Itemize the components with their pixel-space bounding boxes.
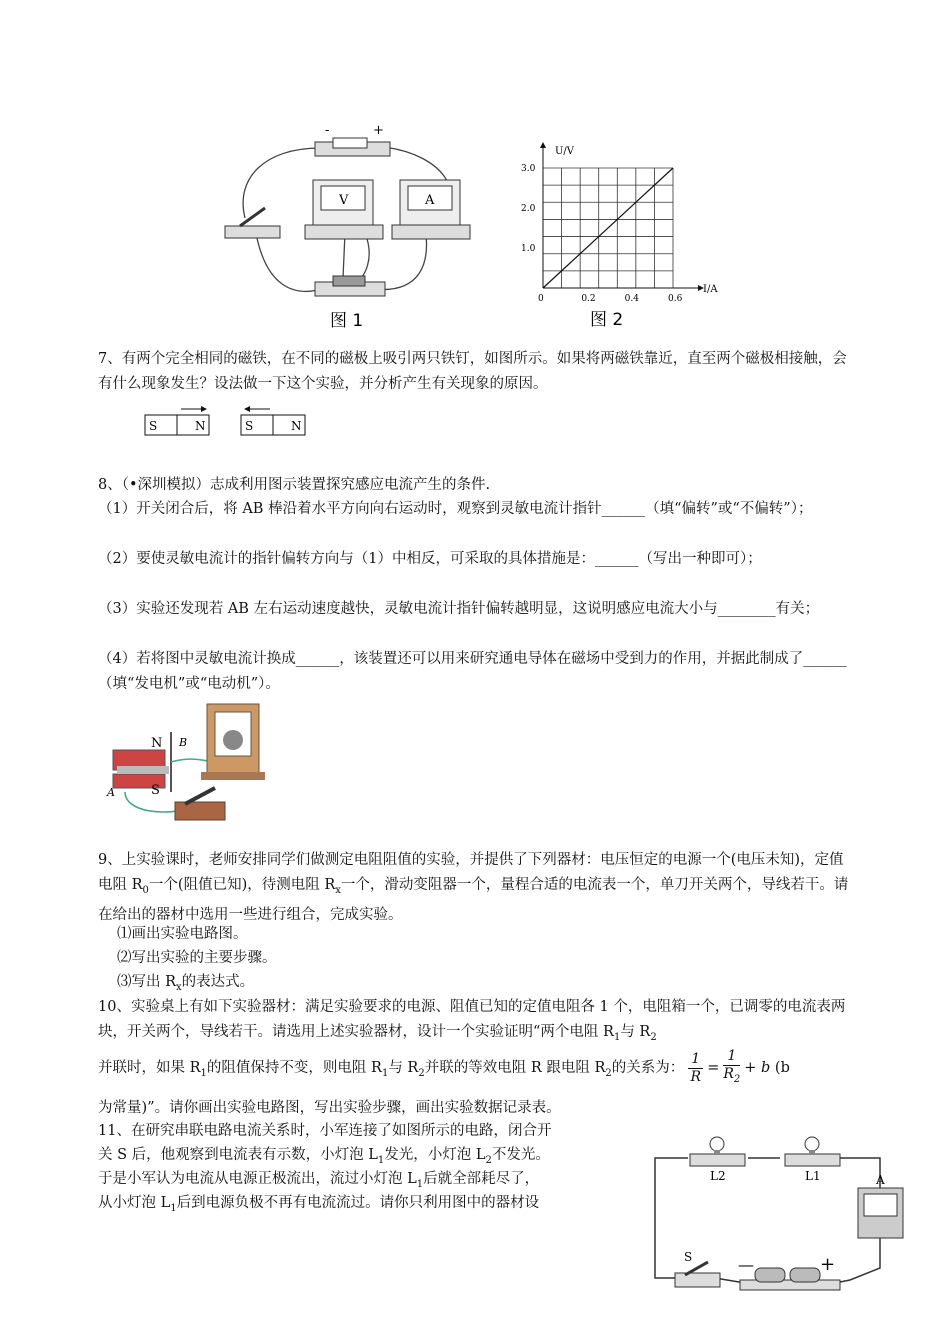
- q10-a: 10、实验桌上有如下实验器材：满足实验要求的电源、阻值已知的定值电阻各 1 个，电阻箱一个，已调零的电流表两块，开关两个，导线若干。请选用上述实验器材，设计一个实验证明“两个电阻 R: [98, 999, 846, 1040]
- q11-l2c: 不发光。: [491, 1147, 550, 1163]
- y-tick-label: 1.0: [521, 244, 536, 254]
- q11-l3b: 后就全部耗尽了，: [423, 1171, 540, 1187]
- x-axis-label: I/A: [703, 284, 718, 295]
- y-tick-label: 2.0: [521, 204, 536, 214]
- fig8-b-label: B: [179, 736, 188, 749]
- q10-e-sub: 2: [418, 1067, 425, 1079]
- q11-l2-sub2: 2: [485, 1154, 492, 1166]
- q10-h: (b: [774, 1060, 790, 1076]
- fig8-n-label: N: [151, 736, 163, 751]
- induction-apparatus-figure: [105, 702, 275, 830]
- q9-part-b: 一个(阻值已知)，待测电阻 R: [148, 876, 336, 893]
- fig11-minus: —: [738, 1255, 754, 1274]
- fig8-a-label: A: [107, 786, 115, 799]
- q11-l4a: 从小灯泡 L: [98, 1195, 171, 1211]
- series-line: [543, 168, 673, 288]
- question-9-step1: ⑴画出实验电路图。: [117, 926, 248, 942]
- question-10-formula-line: [98, 1046, 856, 1096]
- question-7-text: 7、有两个完全相同的磁铁，在不同的磁极上吸引两只铁钉，如图所示。如果将两磁铁靠近，直至两个磁极相接触，会有什么现象发生？设法做一下这个实验，并分析产生有关现象的原因。: [98, 351, 847, 392]
- x-tick-label: 0.4: [624, 294, 639, 304]
- q11-line1: 11、在研究串联电路电流关系时，小军连接了如图所示的电路，闭合开: [98, 1123, 552, 1139]
- formula-frac-2: [723, 1048, 740, 1088]
- q10-b: 与 R: [620, 1023, 651, 1040]
- magnet1-n: N: [195, 419, 206, 433]
- figure-2-caption: 图 2: [590, 310, 624, 330]
- fig11-l2-label: L2: [710, 1169, 726, 1183]
- question-10-line3: 为常量)”。请你画出实验电路图，写出实验步骤，画出实验数据记录表。: [98, 1100, 561, 1116]
- formula-eq: =: [707, 1060, 720, 1076]
- q10-c: 并联时，如果 R: [98, 1060, 201, 1076]
- q9-part-a: 9、上实验课时，老师安排同学们做测定电阻阻值的实验，并提供了下列器材：电压恒定的电源一个(电压未知)，定值电阻 R: [98, 852, 844, 893]
- fig11-l1-label: L1: [805, 1169, 821, 1183]
- frac2-den: [723, 1066, 740, 1088]
- q10-d-sub: 1: [381, 1067, 389, 1079]
- q11-l3a: 于是小军认为电流从电源正极流出，流过小灯泡 L: [98, 1171, 417, 1187]
- q9-sub-0: 0: [142, 884, 149, 896]
- question-10-text: [98, 995, 856, 1050]
- q10-sub1: 1: [613, 1031, 621, 1043]
- question-9-text: [98, 848, 856, 927]
- q10-g: 的关系为：: [611, 1060, 685, 1076]
- q10-c-sub: 1: [200, 1067, 207, 1079]
- figure-2-uv-chart: [515, 140, 735, 335]
- question-8-part2: （2）要使灵敏电流计的指针偏转方向与（1）中相反，可采取的具体措施是：______（写出一种即可）；: [98, 551, 762, 567]
- question-9-step2: ⑵写出实验的主要步骤。: [117, 950, 277, 966]
- x-tick-label: 0: [538, 294, 544, 304]
- q9-s3-b: 的表达式。: [181, 974, 255, 990]
- question-8-title: 8、（•深圳模拟）志成利用图示装置探究感应电流产生的条件.: [98, 477, 491, 493]
- series-circuit-figure: [640, 1128, 910, 1300]
- fig8-s-label: S: [151, 783, 160, 798]
- question-8-part3: （3）实验还发现若 AB 左右运动速度越快，灵敏电流计指针偏转越明显，这说明感应电流大小与________有关；: [98, 601, 820, 617]
- q10-f: 并联的等效电阻 R 跟电阻 R: [424, 1060, 606, 1076]
- frac2-den-r: R: [723, 1066, 734, 1083]
- magnet1-s: S: [149, 419, 158, 433]
- q11-l2a: 关 S 后，他观察到电流表有示数，小灯泡 L: [98, 1147, 378, 1163]
- x-tick-label: 0.6: [668, 294, 683, 304]
- q11-l2b: 发光，小灯泡 L: [384, 1147, 486, 1163]
- q9-s3-a: ⑶写出 R: [117, 974, 177, 990]
- q11-l4-sub: 1: [170, 1202, 177, 1214]
- q10-e: 与 R: [388, 1060, 419, 1076]
- ammeter-label: A: [425, 193, 435, 208]
- fig11-ammeter-label: A: [876, 1173, 885, 1187]
- question-8-part4: （4）若将图中灵敏电流计换成______，该装置还可以用来研究通电导体在磁场中受到力的作用，并据此制成了______（填“发电机”或“电动机”）。: [98, 651, 847, 692]
- y-axis-label: U/V: [555, 146, 575, 157]
- figure-1-circuit: [205, 118, 485, 333]
- formula-frac-1: [688, 1051, 703, 1086]
- magnet2-s: S: [245, 419, 254, 433]
- frac1-den: R: [690, 1068, 701, 1085]
- voltmeter-label: V: [339, 193, 349, 208]
- magnets-figure: [143, 402, 308, 438]
- q11-l3-sub: 1: [416, 1178, 424, 1190]
- fig1-plus-label: +: [373, 123, 384, 138]
- magnet2-n: N: [291, 419, 302, 433]
- question-8-part1: （1）开关闭合后，将 AB 棒沿着水平方向向右运动时，观察到灵敏电流计指针______（填“偏转”或“不偏转”）；: [98, 501, 813, 517]
- fig11-switch-label: S: [684, 1250, 693, 1264]
- frac1-num: 1: [688, 1051, 703, 1069]
- q11-l2-sub1: 1: [377, 1154, 385, 1166]
- fig1-minus-label: -: [325, 123, 330, 138]
- q9-sub-x: x: [335, 884, 341, 896]
- q9-part-c: 一个，滑动变阻器一个，量程合适的电流表一个，单刀开关两个，导线若干。请在给出的器材中选用一些进行组合，完成实验。: [98, 876, 849, 923]
- q10-f-sub: 2: [605, 1067, 612, 1079]
- q10-d: 的阻值保持不变，则电阻 R: [206, 1060, 382, 1076]
- y-axis-arrow: [540, 142, 546, 148]
- frac2-den-sub: 2: [733, 1073, 741, 1085]
- q9-s3-sub: x: [176, 981, 182, 993]
- y-tick-label: 3.0: [521, 164, 536, 174]
- frac2-num: 1: [723, 1048, 740, 1066]
- figure-1-caption: 图 1: [330, 311, 364, 331]
- fig11-plus: +: [820, 1254, 836, 1275]
- q11-line4: [98, 1191, 638, 1221]
- x-tick-label: 0.2: [581, 294, 596, 304]
- formula-plus-b: + b: [744, 1060, 771, 1076]
- q11-l4b: 后到电源负极不再有电流流过。请你只利用图中的器材设: [176, 1195, 540, 1211]
- q10-sub2: 2: [650, 1031, 657, 1043]
